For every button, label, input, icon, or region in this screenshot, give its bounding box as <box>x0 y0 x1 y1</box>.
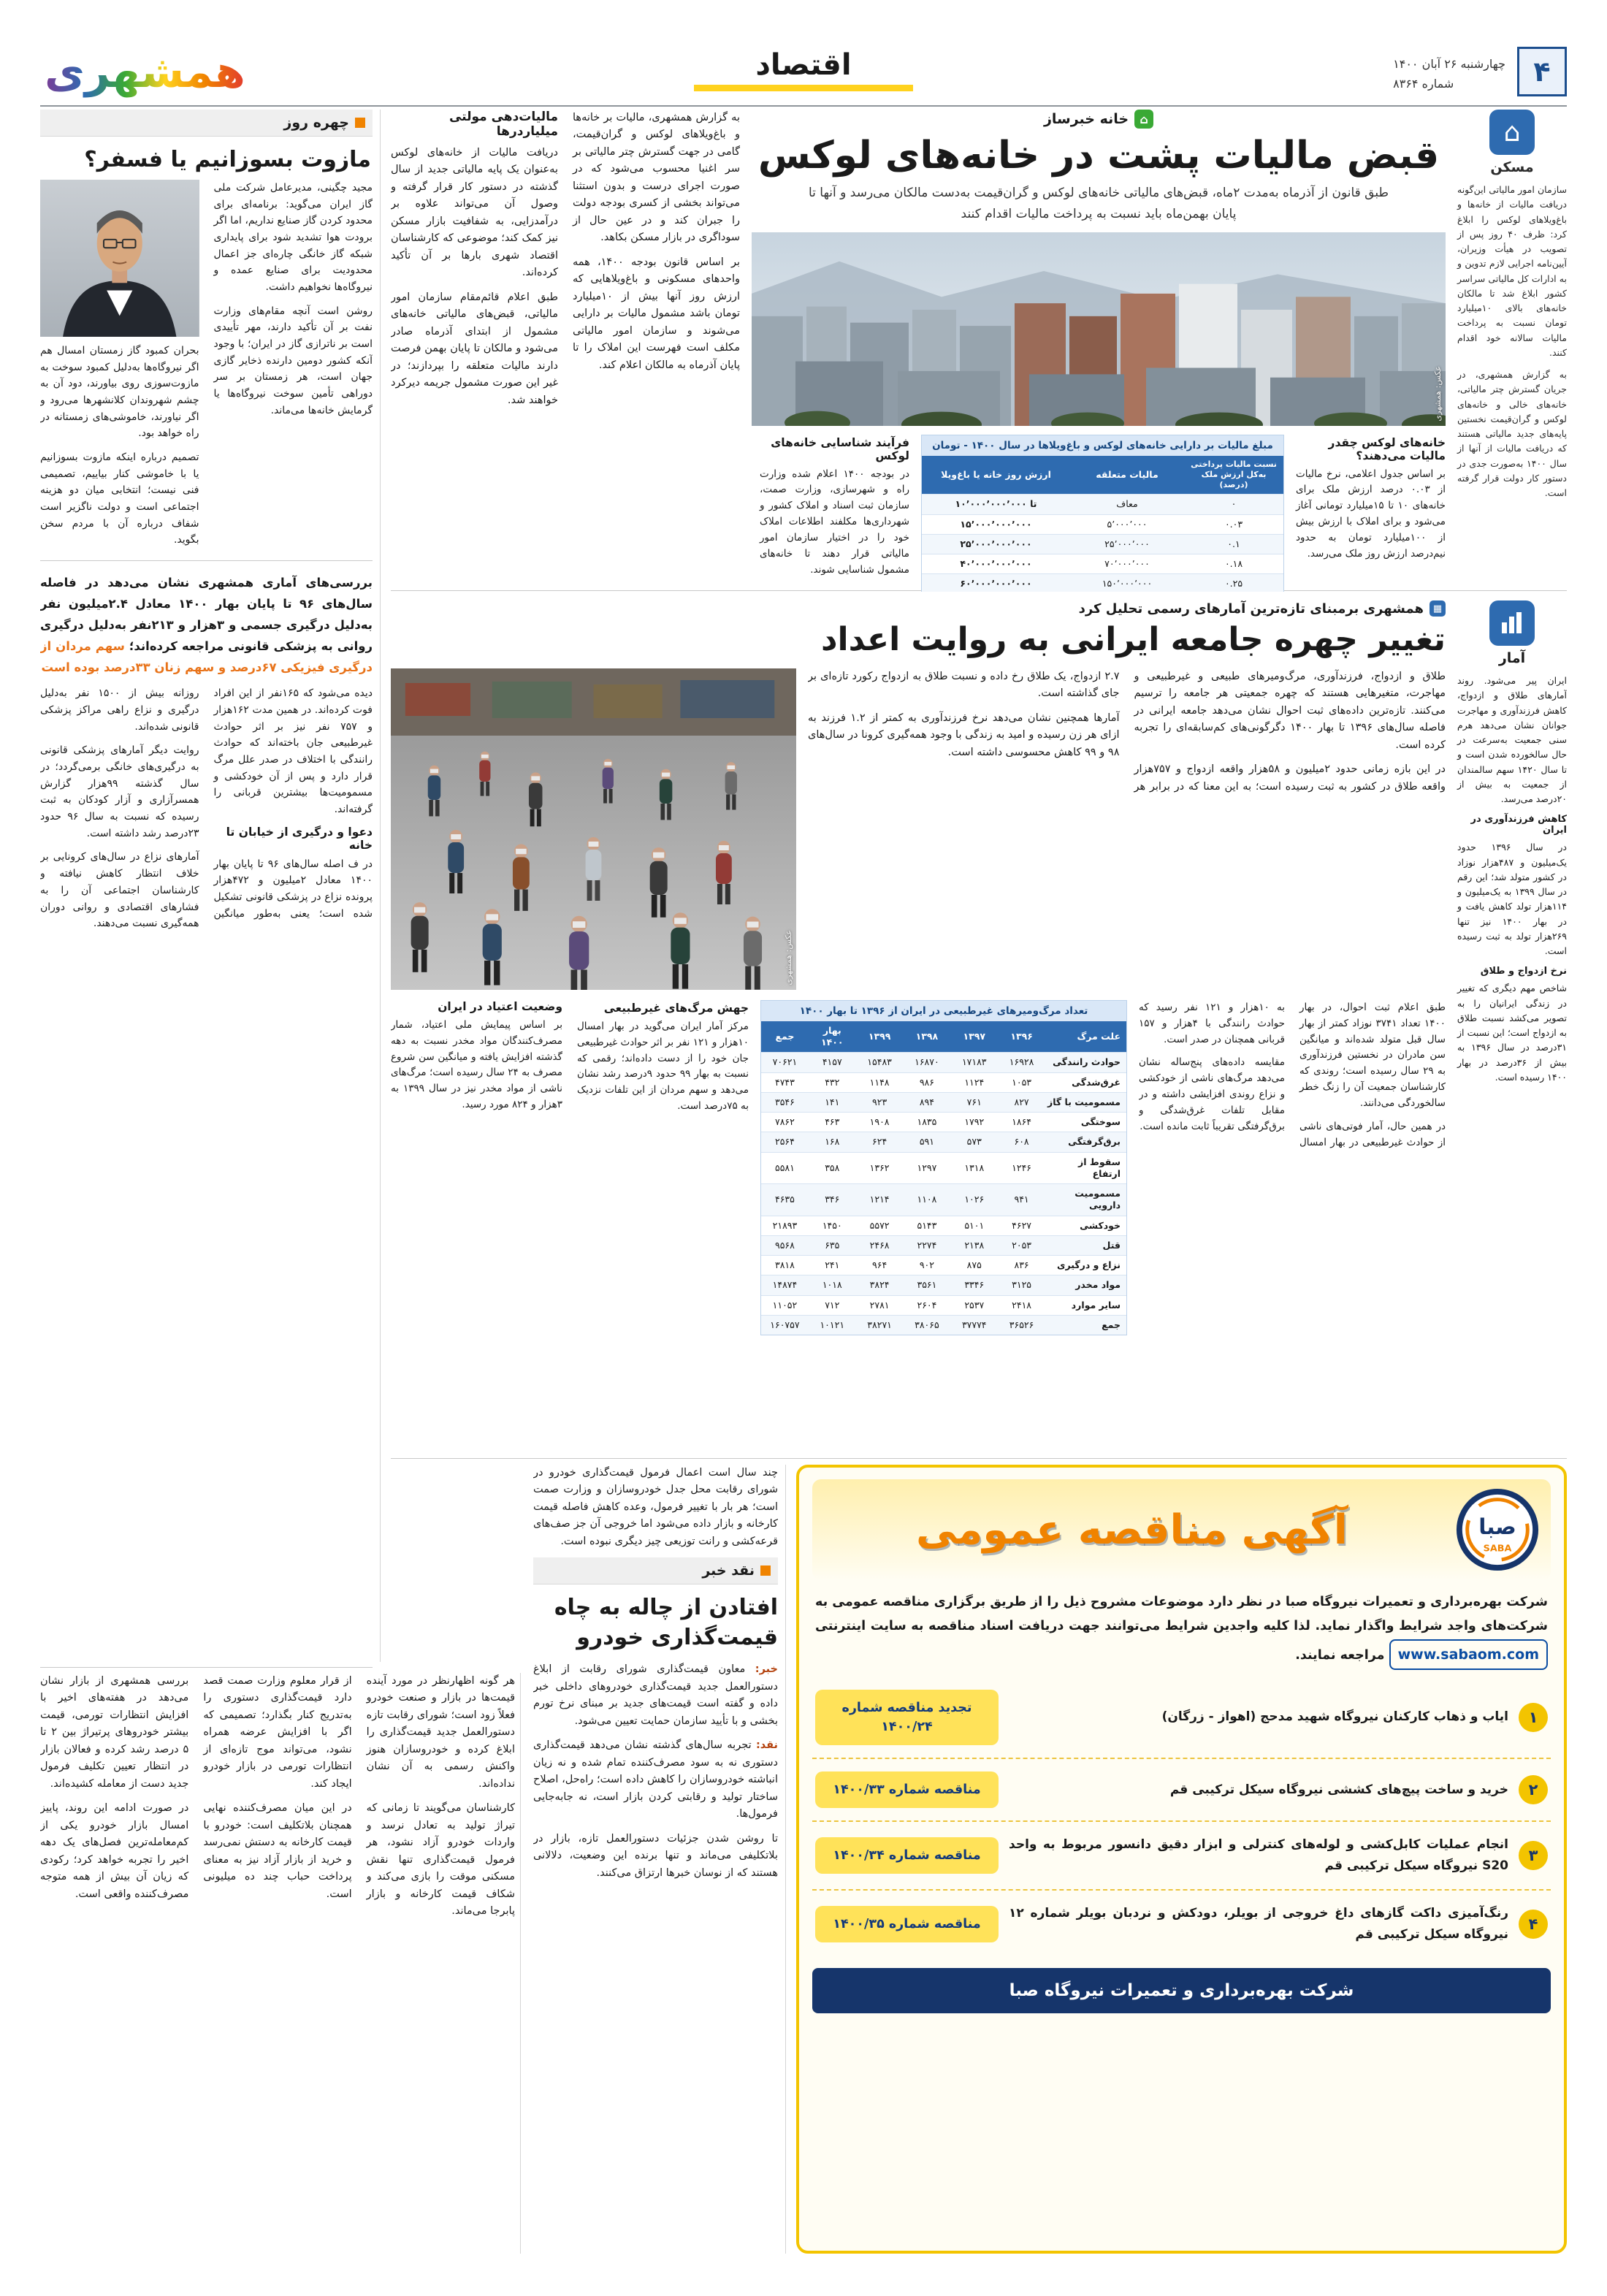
article-column <box>760 435 909 592</box>
table-header-cell: ۱۳۹۶ <box>1010 1030 1033 1042</box>
total-cell: ۵۵۸۱ <box>775 1162 795 1173</box>
value-cell: ۱۴۵۰ <box>822 1219 842 1231</box>
column-subhead: مالیات‌دهی مولتی میلیاردرها <box>448 110 558 139</box>
value-cell: ۴۳۲ <box>825 1076 840 1088</box>
portrait-photo <box>40 180 199 337</box>
newspaper-logo: همشهری <box>45 47 245 98</box>
issue-number: شماره ۸۳۶۴ <box>1393 77 1454 91</box>
value-cell: ۱۷۹۲ <box>964 1116 985 1128</box>
table-row <box>761 1183 1126 1216</box>
tax-percent-cell: ۰ <box>1231 498 1237 510</box>
tender-row <box>812 1677 1551 1760</box>
tender-row <box>812 1759 1551 1822</box>
value-cell: ۳۸۲۴ <box>869 1279 890 1291</box>
column-subhead: خانه‌های لوکس چقدر مالیات می‌دهند؟ <box>1328 435 1446 462</box>
value-cell: ۷۱۲ <box>825 1299 840 1311</box>
value-cell: ۲۶۰۴ <box>917 1299 937 1311</box>
total-cell: ۲۵۶۴ <box>775 1136 795 1148</box>
total-cell: ۱۶۰۷۵۷ <box>770 1319 800 1330</box>
value-cell: ۱۶۸ <box>825 1136 840 1148</box>
divider-horizontal <box>391 1458 1567 1459</box>
value-cell: ۸۹۴ <box>919 1096 934 1107</box>
value-cell: ۵۷۳ <box>966 1136 982 1148</box>
total-cell: ۳۸۱۸ <box>775 1259 795 1271</box>
table-header-cell: ۱۳۹۸ <box>915 1030 939 1042</box>
ad-title: آگهی مناقصه عمومی <box>916 1506 1348 1554</box>
section-header <box>694 48 913 91</box>
table-row <box>761 1052 1126 1072</box>
value-cell: ۱۵۴۸۳ <box>867 1056 892 1068</box>
value-cell: ۳۴۶ <box>825 1194 840 1205</box>
table-header-cell: بهار ۱۴۰۰ <box>820 1024 844 1048</box>
table-row <box>761 1235 1126 1255</box>
stats-lead-text: بررسی‌های آماری همشهری نشان می‌دهد در فاصله سال‌های ۹۶ تا پایان بهار ۱۴۰۰ معادل ۲.۴میلیون نفر به‌دلیل درگیری جسمی و ۳هزار و ۲۱۳نفر به‌دلیل درگیری روانی به پزشکی قانونی مراجعه کرده‌اند؛ <box>40 576 373 653</box>
table-row <box>761 1275 1126 1294</box>
value-cell: ۳۷۷۷۴ <box>961 1319 987 1330</box>
society-article-center <box>391 600 1446 1454</box>
table-row <box>761 1072 1126 1092</box>
critique-label: نقد: <box>755 1739 778 1752</box>
value-cell: ۱۶۹۲۸ <box>1009 1056 1034 1068</box>
total-cell: ۹۵۶۸ <box>775 1239 795 1251</box>
total-cell: ۷۸۶۲ <box>775 1116 795 1128</box>
property-value-cell: ۴۰٬۰۰۰٬۰۰۰٬۰۰۰ <box>960 558 1032 570</box>
value-cell: ۹۴۱ <box>1014 1194 1029 1205</box>
body-paragraph: در ف اصله سال‌های ۹۶ تا پایان بهار ۱۴۰۰ معادل ۲میلیون و ۴۷۲هزار پرونده نزاع در پزشکی قانونی تشکیل شده است؛ یعنی به‌طور میانگین روزانه بیش از ۱۵۰۰ نفر به‌دلیل درگیری و نزاع راهی مراکز پزشکی قانونی شده‌اند. <box>40 687 373 920</box>
body-paragraph: آمارها همچنین نشان می‌دهد نرخ فرزندآوری به کمتر از ۱.۲ فرزند به ازای هر زن رسیده و امید به زندگی با وجود همه‌گیری کرونا در سال‌های ۹۸ و ۹۹ کاهش محسوسی داشته است. <box>808 712 1120 758</box>
main-article-columns <box>391 110 740 592</box>
value-cell: ۱۰۱۲۱ <box>820 1319 845 1330</box>
value-cell: ۲۷۸۱ <box>869 1299 890 1311</box>
table-row <box>761 1152 1126 1184</box>
value-cell: ۳۵۸ <box>825 1162 840 1173</box>
svg-text:صبا: صبا <box>1478 1514 1516 1539</box>
main-headline: قبض مالیات پشت در خانه‌های لوکس <box>757 134 1440 178</box>
tender-number-badge: ۲ <box>1519 1775 1548 1804</box>
sidebar-paragraph: شاخص مهم دیگری که تغییر در زندگی ایرانیان را به تصویر می‌کشد نسبت طلاق به ازدواج است؛ این نسبت از ۳۱درصد در سال ۱۳۹۶ به بیش از ۳۶درصد در بهار ۱۴۰۰ رسیده است. <box>1457 983 1567 1083</box>
main-article-center <box>752 110 1446 592</box>
left-sidebar <box>40 110 373 1662</box>
photo-credit: عکس: همشهری <box>784 930 793 985</box>
body-paragraph: دریافت مالیات از خانه‌های لوکس به‌عنوان یک پایه مالیاتی جدید از سال گذشته در دستور کار قرار گرفته و وصول آن می‌تواند علاوه بر درآمدزایی، به شفافیت بازار مسکن نیز کمک کند؛ موضوعی که کارشناسان اقتصاد شهری بارها بر آن تأکید کرده‌اند. <box>391 147 558 279</box>
main-article <box>391 110 1567 592</box>
table-row <box>922 554 1283 573</box>
table-header-cell: مالیات متعلقه <box>1096 468 1159 480</box>
critique-text: تجربه سال‌های گذشته نشان می‌دهد قیمت‌گذاری دستوری نه به سود مصرف‌کننده تمام شده و نه زیان انباشته خودروسازان را کاهش داده است؛ راه‌حل، اصلاح ساختار تولید و رقابتی کردن بازار است، نه جابه‌جایی فرمول‌ها. <box>533 1739 778 1820</box>
tender-description: رنگ‌آمیزی داکت گازهای داغ خروجی از بویلر، دودکش و نردبان بویلر شماره ۱۲ نیروگاه سیکل ترکیبی قم <box>1009 1906 1508 1942</box>
value-cell: ۳۱۲۵ <box>1012 1279 1031 1291</box>
ad-website-link[interactable]: www.sabaom.com <box>1389 1639 1548 1670</box>
news-critique-title: افتادن از چاله به چاه قیمت‌گذاری خودرو <box>554 1595 778 1650</box>
value-cell: ۶۳۵ <box>825 1239 840 1251</box>
cause-cell: نزاع و درگیری <box>1057 1259 1121 1271</box>
section-underline <box>694 85 913 91</box>
cause-cell: سایر موارد <box>1071 1299 1121 1311</box>
sidebar-subhead: کاهش فرزندآوری در ایران <box>1470 814 1567 836</box>
body-paragraph: چند سال است اعمال فرمول قیمت‌گذاری خودرو در شورای رقابت محل جدل خودروسازان و وزارت صمت است؛ هر بار با تغییر فرمول، وعده کاهش فاصله قیمت کارخانه و بازار داده می‌شود اما خروجی آن جز صف‌های قرعه‌کشی و رانت توزیعی چیز دیگری نبوده است. <box>533 1467 778 1547</box>
housing-sidebar <box>1457 110 1567 592</box>
ad-header <box>812 1479 1551 1580</box>
page-header <box>40 42 1567 107</box>
body-paragraph: طبق اعلام قائم‌مقام سازمان امور مالیاتی، قبض‌های مالیاتی خانه‌های مشمول از ابتدای آذرماه صادر می‌شود و مالکان تا پایان بهمن فرصت دارند مالیات متعلقه را بپردازند؛ در غیر این صورت مشمول جریمه دیرکرد خواهند شد. <box>391 291 558 406</box>
property-value-cell: ۲۵٬۰۰۰٬۰۰۰٬۰۰۰ <box>960 538 1032 549</box>
society-columns <box>1139 1000 1446 1454</box>
body-paragraph: در همین حال، آمار فوتی‌های ناشی از حوادث غیرطبیعی در بهار امسال به ۱۰هزار و ۱۲۱ نفر رسید که حوادث رانندگی با ۴هزار و ۱۵۷ قربانی همچنان در صدر است. <box>1139 1001 1446 1148</box>
value-cell: ۱۰۱۸ <box>822 1279 842 1291</box>
total-cell: ۳۵۴۶ <box>775 1096 795 1107</box>
divider-vertical <box>785 1465 786 2254</box>
ad-intro-suffix: مراجعه نمایند. <box>1295 1647 1385 1663</box>
body-paragraph: در این بازه زمانی حدود ۲میلیون و ۵۸هزار واقعه ازدواج و ۷۵۷هزار واقعه طلاق در کشور به ثبت رسیده است؛ به این معنا که در برابر هر ۲.۷ ازدواج، یک طلاق رخ داده و نسبت طلاق به ازدواج رکورد تازه‌ای بر جای گذاشته است. <box>808 670 1446 793</box>
value-cell: ۱۸۶۴ <box>1012 1116 1031 1128</box>
ad-intro-text: شرکت بهره‌برداری و تعمیرات نیروگاه صبا در نظر دارد موضوعات مشروح ذیل را از طریق برگزاری مناقصه عمومی به شرکت‌های واجد شرایط واگذار نماید. لذا کلیه واجدین شرایط می‌توانند جهت دریافت اسناد مناقصه به سایت اینترنتی <box>815 1595 1548 1634</box>
body-paragraph: هر گونه اظهارنظر در مورد آینده قیمت‌ها در بازار و صنعت خودرو فعلاً زود است؛ شورای رقابت تازه دستورالعمل جدید قیمت‌گذاری را ابلاغ کرده و خودروسازان هنوز واکنش رسمی به آن نشان نداده‌اند. <box>366 1675 515 1790</box>
table-row <box>761 1295 1126 1315</box>
sidebar-divider <box>40 560 373 561</box>
value-cell: ۳۳۴۶ <box>964 1279 985 1291</box>
house-icon: ⌂ <box>1489 110 1535 155</box>
table-row <box>761 1092 1126 1112</box>
tax-amount-cell: ۷۰٬۰۰۰٬۰۰۰ <box>1104 558 1150 570</box>
news-critique-column <box>533 1465 778 2254</box>
tax-percent-cell: ۰.۰۳ <box>1224 518 1243 530</box>
table-header-cell: ارزش روز خانه یا باغ‌ویلا <box>941 468 1051 480</box>
portrait-illustration <box>40 180 199 337</box>
face-of-day-text <box>40 180 373 549</box>
table-header-cell: علت مرگ <box>1077 1030 1121 1042</box>
page-date: چهارشنبه ۲۶ آبان ۱۴۰۰ <box>1393 57 1505 71</box>
table-body <box>922 494 1283 592</box>
face-of-day-label: چهره روز <box>283 115 349 131</box>
tender-reference: مناقصه شماره ۱۴۰۰/۳۴ <box>815 1837 999 1874</box>
value-cell: ۶۰۸ <box>1014 1136 1029 1148</box>
value-cell: ۵۱۴۳ <box>917 1219 937 1231</box>
table-row <box>761 1216 1126 1235</box>
value-cell: ۲۲۷۴ <box>917 1239 937 1251</box>
cause-cell: غرق‌شدگی <box>1072 1076 1121 1088</box>
table-header-row <box>922 456 1283 495</box>
cause-cell: جمع <box>1102 1319 1121 1330</box>
body-paragraph: روایت دیگر آمارهای پزشکی قانونی به درگیری‌های خانگی برمی‌گردد؛ در سال گذشته ۹۹هزار گزارش همسرآزاری و آزار کودکان به ثبت رسیده که نسبت به سال ۹۶ حدود ۲۳درصد رشد داشته است. <box>40 744 199 839</box>
value-cell: ۹۲۳ <box>872 1096 888 1107</box>
housing-paragraph: سازمان امور مالیاتی این‌گونه دریافت مالیات از خانه‌ها و باغ‌ویلاهای لوکس را ابلاغ کرد: ظرف ۴۰ روز پس از تصویب در هیأت وزیران، آیین‌نامه اجرایی لازم تدوین و به ادارات کل مالیاتی سراسر کشور ابلاغ شد تا مالکان خانه‌های بالای ۱۰میلیارد تومان نسبت به پرداخت مالیات سالانه خود اقدام کنند. <box>1457 184 1567 358</box>
bar-chart-icon <box>1489 600 1535 646</box>
stats-sidebar <box>1457 600 1567 1454</box>
table-header-row <box>761 1021 1126 1053</box>
table-header-cell: نسبت مالیات پرداختی به‌کل ارزش ملک (درصد) <box>1191 459 1277 490</box>
kicker-label: خانه خبرساز <box>1043 111 1129 127</box>
value-cell: ۳۵۶۱ <box>917 1279 937 1291</box>
city-skyline-illustration <box>752 232 1446 426</box>
stats-sidebar-label: آمار <box>1498 650 1526 666</box>
tax-amount-cell: ۱۵۰٬۰۰۰٬۰۰۰ <box>1102 578 1153 590</box>
news-paragraph <box>533 1661 778 1730</box>
tender-advertisement <box>796 1465 1567 2254</box>
property-value-cell: تا ۱۰٬۰۰۰٬۰۰۰٬۰۰۰ <box>955 498 1037 510</box>
cause-cell: حوادث رانندگی <box>1053 1056 1121 1068</box>
value-cell: ۵۱۰۱ <box>964 1219 985 1231</box>
table-row <box>761 1255 1126 1275</box>
body-paragraph: بحران کمبود گاز زمستان امسال هم اگر نیروگاه‌ها به‌دلیل کمبود سوخت به مازوت‌سوزی روی بیاورند، دود آن به چشم شهروندان کلانشهرها می‌رود و اگر نیاورند، خاموشی‌های زمستانه در راه خواهد بود. <box>40 345 199 440</box>
news-critique-label: نقد خبر <box>702 1563 755 1579</box>
body-paragraph: در صورت ادامه این روند، پاییز امسال بازار خودرو یکی از کم‌معامله‌ترین فصل‌های یک دهه اخیر را تجربه خواهد کرد؛ رکودی که زیان آن بیش از همه متوجه مصرف‌کننده واقعی است. <box>40 1802 189 1900</box>
body-paragraph: بر اساس پیمایش ملی اعتیاد، شمار مصرف‌کنندگان مواد مخدر نسبت به دهه گذشته افزایش یافته و میانگین سن شروع مصرف به ۲۴ سال رسیده است؛ مرگ‌های ناشی از مواد مخدر نیز در سال ۱۳۹۹ به ۳هزار و ۸۲۴ مورد رسید. <box>391 1018 562 1111</box>
main-article-bottom <box>752 435 1446 592</box>
news-critique-label-bar <box>533 1557 778 1584</box>
value-cell: ۱۳۶۲ <box>869 1162 890 1173</box>
table-row <box>922 573 1283 592</box>
ad-footer-bar: شرکت بهره‌برداری و تعمیرات نیروگاه صبا <box>812 1968 1551 2013</box>
society-top-row <box>391 668 1446 990</box>
column-subhead: جهش مرگ‌های غیرطبیعی <box>603 1001 749 1015</box>
body-paragraph: طبق اعلام ثبت احوال، در بهار ۱۴۰۰ تعداد ۳۷۴۱ نوزاد کمتر از بهار سال قبل متولد شده‌اند و میانگین سن مادران در نخستین فرزندآوری به ۲۹ سال رسیده است؛ روندی که کارشناسان جمعیت آن را زنگ خطر سالخوردگی می‌دانند. <box>1299 1001 1446 1109</box>
value-cell: ۲۴۶۸ <box>869 1239 890 1251</box>
housing-sidebar-label: مسکن <box>1490 159 1534 175</box>
cause-cell: سوختگی <box>1080 1116 1121 1128</box>
column-subhead: دعوا و درگیری از خیابان تا خانه <box>226 825 373 852</box>
body-paragraph: از قرار معلوم وزارت صمت قصد دارد قیمت‌گذاری دستوری را به‌تدریج کنار بگذارد؛ تصمیمی که اگر با افزایش عرضه همراه نشود، می‌تواند موج تازه‌ای از انتظارات تورمی در بازار خودرو ایجاد کند. <box>203 1675 352 1790</box>
city-skyline-photo <box>752 232 1446 426</box>
face-of-day-label-bar <box>40 110 373 137</box>
body-paragraph: بررسی همشهری از بازار نشان می‌دهد در هفته‌های اخیر با افزایش انتظارات تورمی، قیمت بیشتر خودروهای پرتیراژ بین ۲ تا ۵ درصد رشد کرده و فعالان بازار در انتظار تعیین تکلیف فرمول جدید دست از معامله کشیده‌اند. <box>40 1675 189 1790</box>
housing-paragraph: به گزارش همشهری، در جریان گسترش چتر مالیاتی، خانه‌های خالی و خانه‌های لوکس و گران‌قیمت نخستین پایه‌های جدید مالیاتی هستند که دریافت مالیات از آنها از سال ۱۴۰۰ به‌صورت جدی در دستور کار دولت قرار گرفته است. <box>1457 369 1567 498</box>
tax-percent-cell: ۰.۱۸ <box>1224 558 1243 570</box>
value-cell: ۱۰۲۶ <box>964 1194 985 1205</box>
sidebar-subhead: نرخ ازدواج و طلاق <box>1480 966 1567 977</box>
value-cell: ۲۴۱۸ <box>1012 1299 1031 1311</box>
tender-number-badge: ۱ <box>1519 1703 1548 1732</box>
table-row <box>761 1315 1126 1335</box>
mortality-table <box>760 1000 1127 1335</box>
value-cell: ۹۶۴ <box>872 1259 888 1271</box>
body-paragraph: مرکز آمار ایران می‌گوید در بهار امسال ۱۰هزار و ۱۲۱ نفر بر اثر حوادث غیرطبیعی جان خود را از دست داده‌اند؛ رقمی که نسبت به بهار ۹۹ حدود ۹درصد رشد نشان می‌دهد و سهم مردان از این تلفات نزدیک به ۷۵درصد است. <box>577 1020 749 1113</box>
value-cell: ۳۶۵۲۶ <box>1009 1319 1034 1330</box>
kicker-label: همشهری برمبنای تازه‌ترین آمارهای رسمی تحلیل کرد <box>1078 600 1424 617</box>
value-cell: ۵۵۷۲ <box>869 1219 890 1231</box>
tender-number-badge: ۴ <box>1519 1910 1548 1939</box>
tax-amount-cell: معاف <box>1116 498 1138 510</box>
table-row <box>761 1112 1126 1132</box>
body-paragraph: تا روشن شدن جزئیات دستورالعمل تازه، بازار در بلاتکلیفی می‌ماند و تنها برنده این وضعیت، دلالانی هستند که از نوسان خبرها ارتزاق می‌کنند. <box>533 1832 778 1879</box>
value-cell: ۴۶۳ <box>825 1116 840 1128</box>
sidebar-paragraph: ایران پیر می‌شود. روند آمارهای طلاق و ازدواج، کاهش فرزندآوری و مهاجرت جوانان نشان می‌دهد هرم سنی جمعیت به‌سرعت در حال سالخورده شدن است و تا سال ۱۴۲۰ سهم سالمندان از جمعیت به بیش از ۲۰درصد می‌رسد. <box>1457 675 1567 804</box>
body-paragraph: در این میان مصرف‌کننده نهایی همچنان بلاتکلیف است: خودرو با قیمت کارخانه به دستش نمی‌رسد و خرید از بازار آزاد نیز به معنای پرداخت حباب چند ده میلیونی است. <box>203 1802 352 1900</box>
table-row <box>922 514 1283 534</box>
body-paragraph: در بودجه ۱۴۰۰ اعلام شده وزارت راه و شهرسازی، وزارت صمت، سازمان ثبت اسناد و املاک کشور و شهرداری‌ها مکلفند اطلاعات املاک خود را در اختیار سازمان امور مالیاتی قرار دهند تا خانه‌های مشمول شناسایی شوند. <box>760 468 909 576</box>
property-value-cell: ۱۵٬۰۰۰٬۰۰۰٬۰۰۰ <box>960 518 1032 530</box>
table-header-cell: جمع <box>775 1030 795 1042</box>
value-cell: ۱۲۴۶ <box>1012 1162 1031 1173</box>
table-row <box>761 1132 1126 1151</box>
society-headline: تغییر چهره جامعه ایرانی به روایت اعداد <box>820 621 1446 658</box>
table-row <box>922 494 1283 514</box>
value-cell: ۸۷۵ <box>966 1259 982 1271</box>
value-cell: ۲۴۱ <box>825 1259 840 1271</box>
value-cell: ۱۲۱۴ <box>869 1194 890 1205</box>
tender-description: انجام عملیات کابل‌کشی و لوله‌های کنترلی و ابزار دقیق دانسور مربوط به واحد S20 نیروگاه سیکل ترکیبی قم <box>1009 1837 1508 1874</box>
tender-row <box>812 1891 1551 1958</box>
value-cell: ۱۶۸۷۰ <box>915 1056 939 1068</box>
tender-description: ایاب و ذهاب کارکنان نیروگاه شهید مدحج (اهواز - زرگان) <box>1161 1709 1508 1725</box>
tax-amount-cell: ۵٬۰۰۰٬۰۰۰ <box>1107 518 1148 530</box>
section-title: اقتصاد <box>755 48 852 82</box>
body-paragraph: مقایسه داده‌های پنج‌ساله نشان می‌دهد مرگ‌های ناشی از خودکشی و نزاع روندی افزایشی داشته و در مقابل تلفات غرق‌شدگی و برق‌گرفتگی تقریباً ثابت مانده است. <box>1139 1056 1285 1132</box>
value-cell: ۱۸۳۵ <box>917 1116 937 1128</box>
page-number: ۴ <box>1517 47 1567 96</box>
stats-lead-highlight: سهم مردان از درگیری فیزیکی ۶۷درصد و سهم زنان ۳۳درصد بوده است <box>40 638 373 674</box>
news-house-icon: ⌂ <box>1134 110 1153 129</box>
table-row <box>922 534 1283 554</box>
cause-cell: مسمومیت دارویی <box>1074 1188 1121 1211</box>
table-header-cell: ۱۳۹۹ <box>868 1030 891 1042</box>
tender-reference: مناقصه شماره ۱۴۰۰/۳۳ <box>815 1771 999 1808</box>
article-column <box>1296 435 1446 592</box>
body-paragraph: تصمیم درباره اینکه مازوت بسوزانیم یا با خاموشی کنار بیاییم، تصمیمی فنی نیست؛ انتخابی میان دو هزینه اجتماعی است و دولت ناگزیر است شفاف درباره آن با مردم سخن بگوید. <box>40 451 199 546</box>
body-paragraph: روشن است آنچه مقام‌های وزارت نفت بر آن تأکید دارند، مهر تأییدی است بر ناترازی گاز در ایران؛ با وجود آنکه کشور دومین دارنده ذخایر گازی جهان است، هر زمستان بر سر دوراهی تأمین سوخت نیروگاه‌ها یا گرمایش خانه‌ها می‌ماند. <box>213 305 373 416</box>
tax-percent-cell: ۰.۱ <box>1227 538 1240 549</box>
column-subhead: فرآیند شناسایی خانه‌های لوکس <box>771 435 909 462</box>
property-value-cell: ۶۰٬۰۰۰٬۰۰۰٬۰۰۰ <box>960 578 1032 590</box>
stats-text <box>40 685 373 931</box>
body-paragraph: بر اساس جدول اعلامی، نرخ مالیات از ۰.۰۳ درصد ارزش ملک برای خانه‌های ۱۰ تا ۱۵میلیارد تومانی آغاز می‌شود و برای املاک با ارزش بیش از ۱۰۰میلیارد تومان به حدود نیم‌درصد ارزش روز ملک می‌رسد. <box>1296 468 1446 560</box>
value-cell: ۳۸۲۷۱ <box>867 1319 892 1330</box>
value-cell: ۹۰۲ <box>919 1259 934 1271</box>
value-cell: ۱۱۴۸ <box>869 1076 890 1088</box>
divider-horizontal <box>40 1667 373 1668</box>
value-cell: ۱۹۰۸ <box>869 1116 890 1128</box>
ad-intro <box>815 1590 1548 1670</box>
critique-paragraph <box>533 1737 778 1823</box>
date-block <box>1393 54 1505 94</box>
table-header-cell: ۱۳۹۷ <box>963 1030 986 1042</box>
divider-vertical <box>380 110 381 1662</box>
car-market-columns <box>40 1673 515 2254</box>
tax-amount-cell: ۲۵٬۰۰۰٬۰۰۰ <box>1104 538 1150 549</box>
value-cell: ۱۲۹۷ <box>917 1162 937 1173</box>
society-columns <box>391 1000 749 1454</box>
svg-text:SABA: SABA <box>1483 1543 1512 1555</box>
table-title: مبلغ مالیات بر دارایی خانه‌های لوکس و باغ‌ویلاها در سال ۱۴۰۰ - تومان <box>922 435 1283 456</box>
tender-reference: مناقصه شماره ۱۴۰۰/۳۵ <box>815 1906 999 1942</box>
value-cell: ۲۵۳۷ <box>964 1299 985 1311</box>
tender-row <box>812 1822 1551 1891</box>
label-square-icon <box>355 118 365 128</box>
ad-tender-rows <box>812 1677 1551 1958</box>
total-cell: ۷۰۶۲۱ <box>772 1056 798 1068</box>
luxury-tax-table <box>921 435 1284 592</box>
value-cell: ۱۷۱۸۳ <box>961 1056 987 1068</box>
value-cell: ۸۳۶ <box>1014 1259 1029 1271</box>
saba-logo-illustration <box>1454 1487 1541 1573</box>
body-paragraph: آمارهای نزاع در سال‌های کرونایی بر خلاف انتظار کاهش نیافته و کارشناسان اجتماعی آن را به فشارهای اقتصادی و روانی دوران همه‌گیری نسبت می‌دهند. <box>40 851 199 930</box>
total-cell: ۲۱۸۹۳ <box>772 1219 798 1231</box>
value-cell: ۲۱۳۸ <box>964 1239 985 1251</box>
cause-cell: خودکشی <box>1080 1219 1121 1231</box>
value-cell: ۹۸۶ <box>919 1076 934 1088</box>
body-paragraph: دیده می‌شود که ۱۶۵نفر از این افراد فوت کرده‌اند. در همین مدت ۱۶۲هزار و ۷۵۷ نفر نیز بر اثر حوادث غیرطبیعی جان باخته‌اند که حوادث رانندگی با اختلاف در صدر علل مرگ قرار دارد و پس از آن خودکشی و مسمومیت‌ها بیشترین قربانی را گرفته‌اند. <box>213 687 373 816</box>
value-cell: ۱۰۵۳ <box>1012 1076 1031 1088</box>
value-cell: ۵۹۱ <box>919 1136 934 1148</box>
main-lede: طبق قانون از آذرماه به‌مدت ۲ماه، قبض‌های مالیاتی خانه‌های لوکس و گران‌قیمت به‌دست مالکان می‌رسد و آنها تا پایان بهمن‌ماه باید نسبت به پرداخت مالیات اقدام کنند <box>808 185 1389 221</box>
stats-lead <box>40 573 373 678</box>
value-cell: ۱۴۱ <box>825 1096 840 1107</box>
society-columns <box>808 668 1446 990</box>
value-cell: ۳۸۰۶۵ <box>915 1319 939 1330</box>
news-text: معاون قیمت‌گذاری شورای رقابت از ابلاغ دستورالعمل جدید قیمت‌گذاری خودروهای داخلی خبر داده و گفته است قیمت‌های جدید بر مبنای نرخ تورم بخشی و با تأیید سازمان حمایت تعیین می‌شود. <box>533 1663 778 1727</box>
saba-logo <box>1454 1487 1541 1573</box>
tender-number-badge: ۳ <box>1519 1841 1548 1870</box>
total-cell: ۱۴۸۷۴ <box>772 1279 798 1291</box>
value-cell: ۲۰۵۳ <box>1012 1239 1031 1251</box>
cause-cell: برق‌گرفتگی <box>1068 1136 1121 1148</box>
value-cell: ۴۱۵۷ <box>822 1056 842 1068</box>
value-cell: ۴۶۲۷ <box>1012 1219 1031 1231</box>
analysis-icon: ▦ <box>1429 600 1446 617</box>
cause-cell: مواد مخدر <box>1075 1279 1121 1291</box>
article-kicker <box>752 110 1446 129</box>
divider-vertical <box>520 1673 521 2254</box>
body-paragraph: مجید چگینی، مدیرعامل شرکت ملی گاز ایران می‌گوید: برنامه‌ای برای محدود کردن گاز صنایع نداریم، اما اگر برودت هوا تشدید شود برای پایداری شبکه گاز خانگی چاره‌ای جز اعمال محدودیت برای صنایع عمده و نیروگاه‌ها نخواهیم داشت. <box>213 182 373 294</box>
tender-description: خرید و ساخت پیچ‌های کششی نیروگاه سیکل ترکیبی قم <box>1169 1782 1508 1797</box>
total-cell: ۴۶۳۵ <box>775 1194 795 1205</box>
street-crowd-photo <box>391 668 796 990</box>
value-cell: ۱۳۱۸ <box>964 1162 985 1173</box>
value-cell: ۱۱۰۸ <box>917 1194 937 1205</box>
sidebar-paragraph: در سال ۱۳۹۶ حدود یک‌میلیون و ۴۸۷هزار نوزاد در کشور متولد شد؛ این رقم در سال ۱۳۹۹ به یک‌میلیون و ۱۱۴هزار تولد کاهش یافت و در بهار ۱۴۰۰ نیز تنها ۲۶۹هزار تولد به ثبت رسیده است. <box>1457 842 1567 956</box>
total-cell: ۴۷۴۳ <box>775 1076 795 1088</box>
label-square-icon <box>760 1565 771 1576</box>
society-bottom-row <box>391 1000 1446 1454</box>
value-cell: ۱۱۲۴ <box>964 1076 985 1088</box>
value-cell: ۷۶۱ <box>966 1096 982 1107</box>
news-label: خبر: <box>755 1663 778 1676</box>
value-cell: ۶۲۴ <box>872 1136 888 1148</box>
body-paragraph: بر اساس قانون بودجه ۱۴۰۰، همه واحدهای مسکونی و باغ‌ویلاهایی که ارزش روز آنها بیش از ۱۰میلیارد تومان باشد مشمول مالیات بر دارایی می‌شوند و سازمان امور مالیاتی مکلف است فهرست این املاک را تا پایان آذرماه به مالکان اعلام کند. <box>573 256 740 371</box>
cause-cell: قتل <box>1102 1239 1121 1251</box>
body-paragraph: طلاق و ازدواج، فرزندآوری، مرگ‌ومیرهای طبیعی و غیرطبیعی و مهاجرت، متغیرهایی هستند که چهره جمعیتی هر جامعه را ترسیم می‌کنند. تازه‌ترین داده‌های ثبت احوال نشان می‌دهد جامعه ایرانی در فاصله سال‌های ۱۳۹۶ تا بهار ۱۴۰۰ دگرگونی‌های کم‌سابقه‌ای را تجربه کرده است. <box>1134 670 1446 751</box>
table-body <box>761 1052 1126 1335</box>
column-subhead: وضعیت اعتیاد در ایران <box>438 999 562 1013</box>
total-cell: ۱۱۰۵۲ <box>772 1299 798 1311</box>
tax-percent-cell: ۰.۲۵ <box>1224 578 1243 590</box>
body-paragraph: به گزارش همشهری، مالیات بر خانه‌ها و باغ‌ویلاهای لوکس و گران‌قیمت، گامی در جهت گسترش چتر مالیاتی بر سر اغنیا محسوب می‌شود که در صورت اجرای درست و بدون استثنا می‌تواند بخشی از کسری بودجه دولت را جبران کند و در عین حال از سوداگری در بازار مسکن بکاهد. <box>573 112 740 244</box>
tender-reference: تجدید مناقصه شماره ۱۴۰۰/۲۴ <box>815 1690 999 1746</box>
society-article <box>391 600 1567 1454</box>
face-of-day-title: مازوت بسوزانیم یا فسفر؟ <box>84 147 371 172</box>
photo-credit: عکس: همشهری <box>1433 365 1443 422</box>
article-kicker <box>391 600 1446 617</box>
table-title: تعداد مرگ‌ومیرهای غیرطبیعی در ایران از ۱۳۹۶ تا بهار ۱۴۰۰ <box>761 1001 1126 1021</box>
body-paragraph: کارشناسان می‌گویند تا زمانی که تیراژ تولید به تعادل نرسد و واردات خودرو آزاد نشود، هر فرمول قیمت‌گذاری تنها نقش مسکنی موقت را بازی می‌کند و شکاف قیمت کارخانه و بازار پابرجا می‌ماند. <box>366 1802 515 1918</box>
value-cell: ۸۲۷ <box>1014 1096 1029 1107</box>
cause-cell: مسمومیت با گاز <box>1047 1096 1121 1107</box>
street-crowd-illustration <box>391 668 796 990</box>
cause-cell: سقوط از ارتفاع <box>1078 1156 1121 1179</box>
